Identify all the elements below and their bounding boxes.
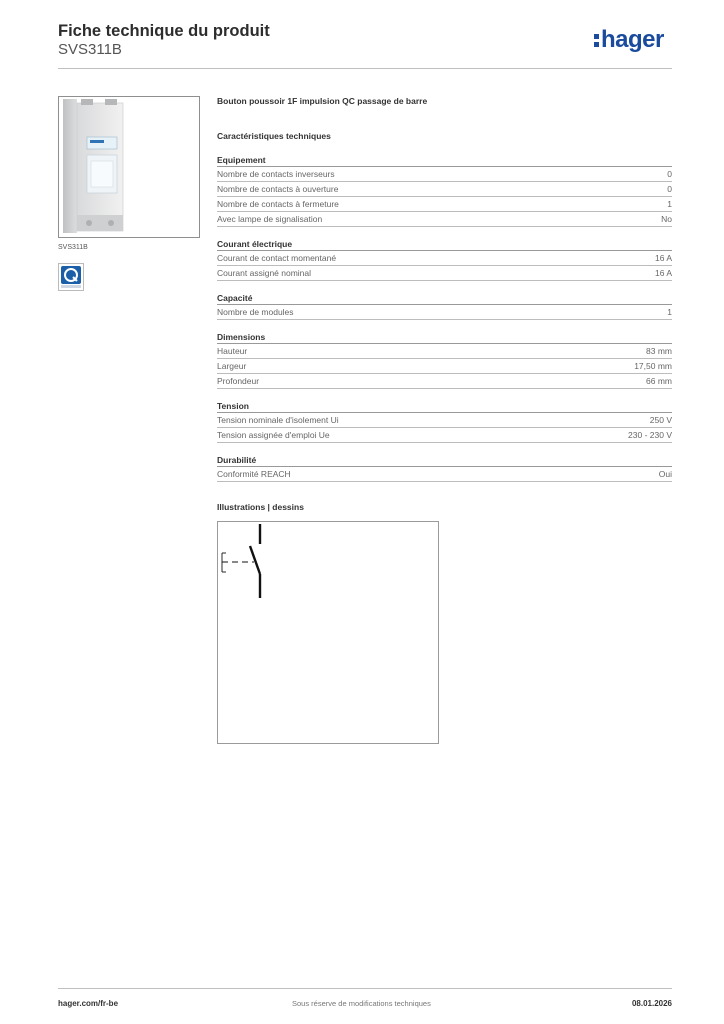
row-value: 1 bbox=[667, 199, 672, 209]
table-row bbox=[217, 266, 672, 281]
product-photo bbox=[58, 96, 200, 238]
row-value: 230 - 230 V bbox=[628, 430, 672, 440]
table-row bbox=[217, 167, 672, 182]
group-durabilite bbox=[217, 454, 672, 482]
logo-dots-icon bbox=[594, 34, 599, 50]
row-value: 16 A bbox=[654, 253, 672, 263]
product-image-icon bbox=[59, 97, 199, 237]
table-row bbox=[217, 251, 672, 266]
group-title: Equipement bbox=[217, 154, 672, 167]
group-tension bbox=[217, 400, 672, 443]
row-label: Tension assignée d'emploi Ue bbox=[217, 430, 330, 440]
group-courant-electrique bbox=[217, 238, 672, 281]
row-label: Hauteur bbox=[217, 346, 248, 356]
hager-logo bbox=[594, 28, 664, 52]
row-value: 0 bbox=[667, 184, 672, 194]
table-row bbox=[217, 359, 672, 374]
pushbutton-symbol-icon bbox=[218, 522, 438, 743]
row-label: Largeur bbox=[217, 361, 247, 371]
row-label: Courant de contact momentané bbox=[217, 253, 337, 263]
table-row bbox=[217, 467, 672, 482]
illustrations-heading: Illustrations | dessins bbox=[217, 502, 304, 512]
logo-text: hager bbox=[601, 26, 664, 53]
row-label: Courant assigné nominal bbox=[217, 268, 312, 278]
group-title: Capacité bbox=[217, 292, 672, 305]
page-title: Fiche technique du produit bbox=[58, 22, 270, 40]
row-label: Nombre de contacts inverseurs bbox=[217, 169, 335, 179]
table-row bbox=[217, 413, 672, 428]
table-row bbox=[217, 197, 672, 212]
row-value: No bbox=[661, 214, 672, 224]
row-label: Conformité REACH bbox=[217, 469, 291, 479]
group-title: Durabilité bbox=[217, 454, 672, 467]
row-value: Oui bbox=[658, 469, 672, 479]
technical-sheet bbox=[217, 94, 672, 482]
footer-divider bbox=[58, 988, 672, 989]
photo-caption: SVS311B bbox=[58, 244, 88, 251]
table-row bbox=[217, 212, 672, 227]
table-row bbox=[217, 344, 672, 359]
group-title: Tension bbox=[217, 400, 672, 413]
table-row bbox=[217, 182, 672, 197]
header-divider bbox=[58, 68, 672, 69]
row-label: Nombre de modules bbox=[217, 307, 294, 317]
row-label: Tension nominale d'isolement Ui bbox=[217, 415, 339, 425]
row-label: Nombre de contacts à fermeture bbox=[217, 199, 339, 209]
product-reference: SVS311B bbox=[58, 41, 122, 58]
footer-date: 08.01.2026 bbox=[631, 999, 672, 1008]
row-label: Nombre de contacts à ouverture bbox=[217, 184, 339, 194]
group-equipement bbox=[217, 154, 672, 227]
group-dimensions bbox=[217, 331, 672, 389]
quality-badge-icon bbox=[58, 263, 84, 291]
illustration-frame bbox=[217, 521, 439, 744]
group-title: Courant électrique bbox=[217, 238, 672, 251]
row-label: Profondeur bbox=[217, 376, 260, 386]
product-description: Bouton poussoir 1F impulsion QC passage de barre bbox=[217, 96, 428, 106]
table-row bbox=[217, 374, 672, 389]
row-value: 16 A bbox=[654, 268, 672, 278]
group-title: Dimensions bbox=[217, 331, 672, 344]
row-value: 0 bbox=[667, 169, 672, 179]
row-value: 66 mm bbox=[646, 376, 672, 386]
technical-heading: Caractéristiques techniques bbox=[217, 131, 331, 141]
row-value: 250 V bbox=[649, 415, 672, 425]
group-capacite bbox=[217, 292, 672, 320]
row-label: Avec lampe de signalisation bbox=[217, 214, 323, 224]
row-value: 1 bbox=[667, 307, 672, 317]
footer-website: hager.com/fr-be bbox=[58, 999, 119, 1008]
row-value: 83 mm bbox=[646, 346, 672, 356]
table-row bbox=[217, 305, 672, 320]
footer-notice: Sous réserve de modifications techniques bbox=[292, 999, 431, 1008]
table-row bbox=[217, 428, 672, 443]
row-value: 17,50 mm bbox=[634, 361, 672, 371]
